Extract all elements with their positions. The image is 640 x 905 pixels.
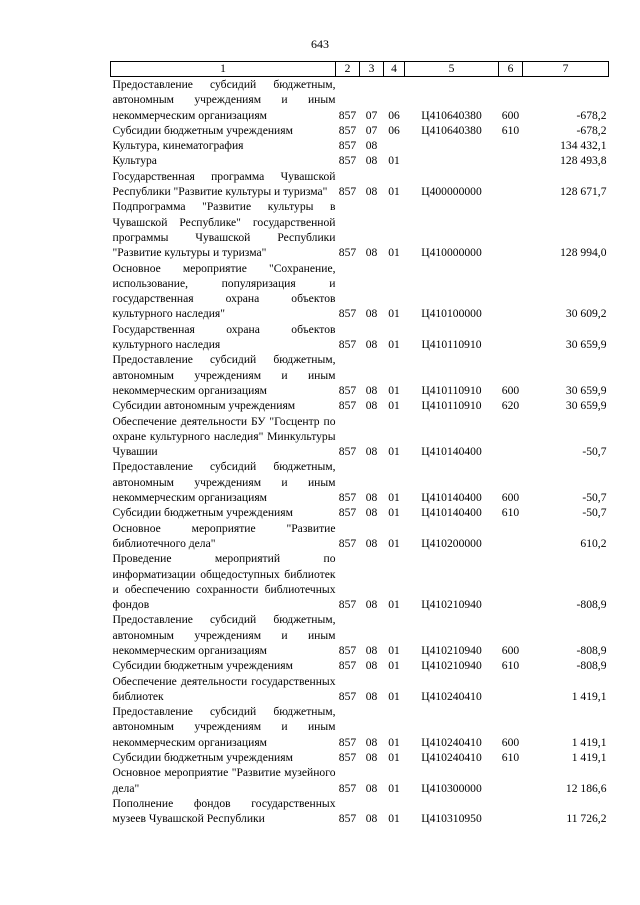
expense-kind-code: 600 [501, 108, 520, 122]
subsection-code [384, 138, 405, 153]
expense-kind-code [499, 765, 523, 796]
section-code: 08 [365, 812, 378, 826]
target-code: Ц410200000 [421, 536, 482, 550]
header-col-4: 4 [384, 62, 405, 77]
subsection-code: 01 [388, 246, 400, 260]
section-code: 08 [365, 338, 378, 352]
ministry-code: 857 [338, 643, 357, 657]
amount: -678,2 [576, 108, 607, 122]
amount: 1 419,1 [571, 735, 607, 749]
amount: 610,2 [580, 536, 607, 550]
table-row [111, 77, 609, 123]
subsection-code: 01 [388, 338, 400, 352]
target-code: Ц410240410 [421, 735, 482, 749]
item-name: Субсидии бюджетным учреждениям [112, 123, 293, 137]
target-code: Ц410310950 [421, 812, 482, 826]
target-code: Ц400000000 [421, 185, 482, 199]
table-row [111, 505, 609, 520]
item-name: Обеспечение деятельности государственных библиотек [112, 674, 336, 703]
amount: 30 659,9 [565, 338, 607, 352]
expense-kind-code [499, 261, 523, 322]
item-name: Субсидии автономным учреждениям [112, 399, 296, 413]
subsection-code: 01 [388, 154, 400, 168]
ministry-code: 857 [338, 659, 357, 673]
table-row [111, 704, 609, 750]
item-name: Культура, кинематография [112, 139, 244, 153]
ministry-code: 857 [338, 399, 357, 413]
amount: 128 493,8 [560, 154, 607, 168]
item-name: Субсидии бюджетным учреждениям [112, 751, 293, 765]
section-code: 08 [365, 536, 378, 550]
ministry-code: 857 [338, 123, 357, 137]
expense-kind-code [499, 199, 523, 260]
target-code: Ц410110910 [421, 399, 482, 413]
section-code: 07 [365, 108, 378, 122]
table-row [111, 138, 609, 153]
section-code: 08 [365, 491, 378, 505]
subsection-code: 01 [388, 399, 400, 413]
subsection-code: 06 [388, 123, 400, 137]
ministry-code: 857 [338, 781, 357, 795]
target-code: Ц410110910 [421, 383, 482, 397]
section-code: 08 [365, 735, 378, 749]
subsection-code: 01 [388, 781, 400, 795]
expense-kind-code [499, 551, 523, 612]
amount: 12 186,6 [565, 781, 607, 795]
header-col-6: 6 [499, 62, 523, 77]
subsection-code: 01 [388, 383, 400, 397]
item-name: Культура [112, 154, 157, 168]
ministry-code: 857 [338, 598, 357, 612]
expense-kind-code: 610 [501, 751, 520, 765]
ministry-code: 857 [338, 536, 357, 550]
target-code: Ц410140400 [421, 491, 482, 505]
subsection-code: 01 [388, 735, 400, 749]
amount: 128 994,0 [560, 246, 607, 260]
table-row [111, 398, 609, 413]
section-code: 08 [365, 445, 378, 459]
section-code: 08 [365, 506, 378, 520]
target-code: Ц410240410 [421, 689, 482, 703]
subsection-code: 01 [388, 307, 400, 321]
ministry-code: 857 [338, 139, 357, 153]
expense-kind-code [499, 796, 523, 827]
section-code: 08 [365, 307, 378, 321]
item-name: Основное мероприятие "Развитие музейного дела" [112, 766, 336, 795]
amount: -808,9 [576, 598, 607, 612]
subsection-code: 06 [388, 108, 400, 122]
section-code: 08 [365, 659, 378, 673]
ministry-code: 857 [338, 383, 357, 397]
amount: -50,7 [582, 506, 607, 520]
item-name: Проведение мероприятий по информатизации общедоступных библиотек и обеспечению сохранности библиотечных фондов [112, 552, 336, 612]
ministry-code: 857 [338, 154, 357, 168]
expense-kind-code: 600 [501, 383, 520, 397]
amount: 128 671,7 [560, 185, 607, 199]
amount: -50,7 [582, 491, 607, 505]
section-code: 08 [365, 185, 378, 199]
table-row [111, 261, 609, 322]
item-name: Пополнение фондов государственных музеев Чувашской Республики [112, 796, 336, 826]
target-code: Ц410000000 [421, 246, 482, 260]
ministry-code: 857 [338, 445, 357, 459]
section-code: 08 [365, 751, 378, 765]
target-code: Ц410110910 [421, 338, 482, 352]
amount: 30 609,2 [565, 307, 607, 321]
expense-kind-code: 600 [501, 491, 520, 505]
item-name: Государственная охрана объектов культурного наследия [112, 322, 336, 352]
subsection-code: 01 [388, 751, 400, 765]
item-name: Обеспечение деятельности БУ "Госцентр по охране культурного наследия" Минкультуры Чувашии [112, 414, 336, 459]
header-col-5: 5 [405, 62, 499, 77]
expense-kind-code: 610 [501, 659, 520, 673]
target-code: Ц410140400 [421, 506, 482, 520]
amount: 1 419,1 [571, 689, 607, 703]
subsection-code: 01 [388, 445, 400, 459]
ministry-code: 857 [338, 751, 357, 765]
item-name: Предоставление субсидий бюджетным, автономным учреждениям и иным некоммерческим организациям [112, 460, 336, 505]
table-row [111, 521, 609, 552]
section-code: 08 [365, 154, 378, 168]
item-name: Предоставление субсидий бюджетным, автономным учреждениям и иным некоммерческим организациям [112, 353, 336, 397]
table-row [111, 551, 609, 612]
ministry-code: 857 [338, 246, 357, 260]
expense-kind-code [499, 138, 523, 153]
amount: 30 659,9 [565, 383, 607, 397]
subsection-code: 01 [388, 689, 400, 703]
target-code: Ц410640380 [421, 108, 482, 122]
target-code: Ц410100000 [421, 307, 482, 321]
table-body [111, 77, 609, 827]
budget-table [110, 61, 609, 827]
target-code: Ц410140400 [421, 445, 482, 459]
header-col-2: 2 [336, 62, 360, 77]
target-code: Ц410210940 [421, 598, 482, 612]
ministry-code: 857 [338, 307, 357, 321]
section-code: 08 [365, 781, 378, 795]
amount: -808,9 [576, 659, 607, 673]
table-row [111, 750, 609, 765]
ministry-code: 857 [338, 108, 357, 122]
ministry-code: 857 [338, 491, 357, 505]
table-row [111, 612, 609, 658]
table-header [111, 62, 609, 77]
target-code [405, 153, 499, 168]
table-row [111, 674, 609, 705]
subsection-code: 01 [388, 659, 400, 673]
item-name: Субсидии бюджетным учреждениям [112, 659, 293, 673]
item-name: Предоставление субсидий бюджетным, автономным учреждениям и иным некоммерческим организациям [112, 78, 336, 122]
target-code: Ц410640380 [421, 123, 482, 137]
section-code: 08 [365, 598, 378, 612]
subsection-code: 01 [388, 185, 400, 199]
section-code: 08 [365, 399, 378, 413]
expense-kind-code [499, 674, 523, 705]
amount: 30 659,9 [565, 399, 607, 413]
ministry-code: 857 [338, 506, 357, 520]
section-code: 08 [365, 246, 378, 260]
ministry-code: 857 [338, 185, 357, 199]
expense-kind-code: 600 [501, 643, 520, 657]
target-code: Ц410210940 [421, 659, 482, 673]
target-code: Ц410210940 [421, 643, 482, 657]
table-row [111, 352, 609, 398]
section-code: 08 [365, 139, 378, 153]
item-name: Субсидии бюджетным учреждениям [112, 506, 293, 520]
amount: -50,7 [582, 445, 607, 459]
amount: 11 726,2 [566, 812, 607, 826]
table-row [111, 123, 609, 138]
item-name: Основное мероприятие "Сохранение, использование, популяризация и государственная охрана объектов культурного наследия" [112, 261, 336, 321]
expense-kind-code [499, 153, 523, 168]
table-row [111, 322, 609, 353]
ministry-code: 857 [338, 338, 357, 352]
ministry-code: 857 [338, 735, 357, 749]
subsection-code: 01 [388, 506, 400, 520]
subsection-code: 01 [388, 812, 400, 826]
table-row [111, 414, 609, 460]
amount: -808,9 [576, 643, 607, 657]
subsection-code: 01 [388, 598, 400, 612]
expense-kind-code: 620 [501, 399, 520, 413]
target-code: Ц410300000 [421, 781, 482, 795]
item-name: Предоставление субсидий бюджетным, автономным учреждениям и иным некоммерческим организациям [112, 705, 336, 749]
item-name: Предоставление субсидий бюджетным, автономным учреждениям и иным некоммерческим организациям [112, 613, 336, 657]
item-name: Подпрограмма "Развитие культуры в Чувашской Республике" государственной программы Чувашской Республики "Развитие культуры и туризма" [112, 200, 336, 260]
table-row [111, 459, 609, 505]
item-name: Основное мероприятие "Развитие библиотечного дела" [112, 521, 336, 550]
target-code [405, 138, 499, 153]
table-row [111, 796, 609, 827]
section-code: 07 [365, 123, 378, 137]
section-code: 08 [365, 383, 378, 397]
header-col-1: 1 [111, 62, 336, 77]
expense-kind-code [499, 414, 523, 460]
subsection-code: 01 [388, 491, 400, 505]
expense-kind-code: 610 [501, 123, 520, 137]
expense-kind-code: 600 [501, 735, 520, 749]
table-row [111, 169, 609, 200]
subsection-code: 01 [388, 643, 400, 657]
amount: 1 419,1 [571, 751, 607, 765]
target-code: Ц410240410 [421, 751, 482, 765]
table-row [111, 199, 609, 260]
header-col-7: 7 [523, 62, 609, 77]
page-number: 643 [311, 37, 329, 51]
table-row [111, 765, 609, 796]
subsection-code: 01 [388, 536, 400, 550]
amount: 134 432,1 [560, 139, 607, 153]
expense-kind-code [499, 169, 523, 200]
header-col-3: 3 [360, 62, 384, 77]
item-name: Государственная программа Чувашской Республики "Развитие культуры и туризма" [112, 169, 336, 199]
section-code: 08 [365, 689, 378, 703]
amount: -678,2 [576, 123, 607, 137]
expense-kind-code [499, 521, 523, 552]
header-row [111, 62, 609, 77]
expense-kind-code [499, 322, 523, 353]
table-row [111, 658, 609, 673]
expense-kind-code: 610 [501, 506, 520, 520]
section-code: 08 [365, 643, 378, 657]
table-row [111, 153, 609, 168]
ministry-code: 857 [338, 812, 357, 826]
ministry-code: 857 [338, 689, 357, 703]
